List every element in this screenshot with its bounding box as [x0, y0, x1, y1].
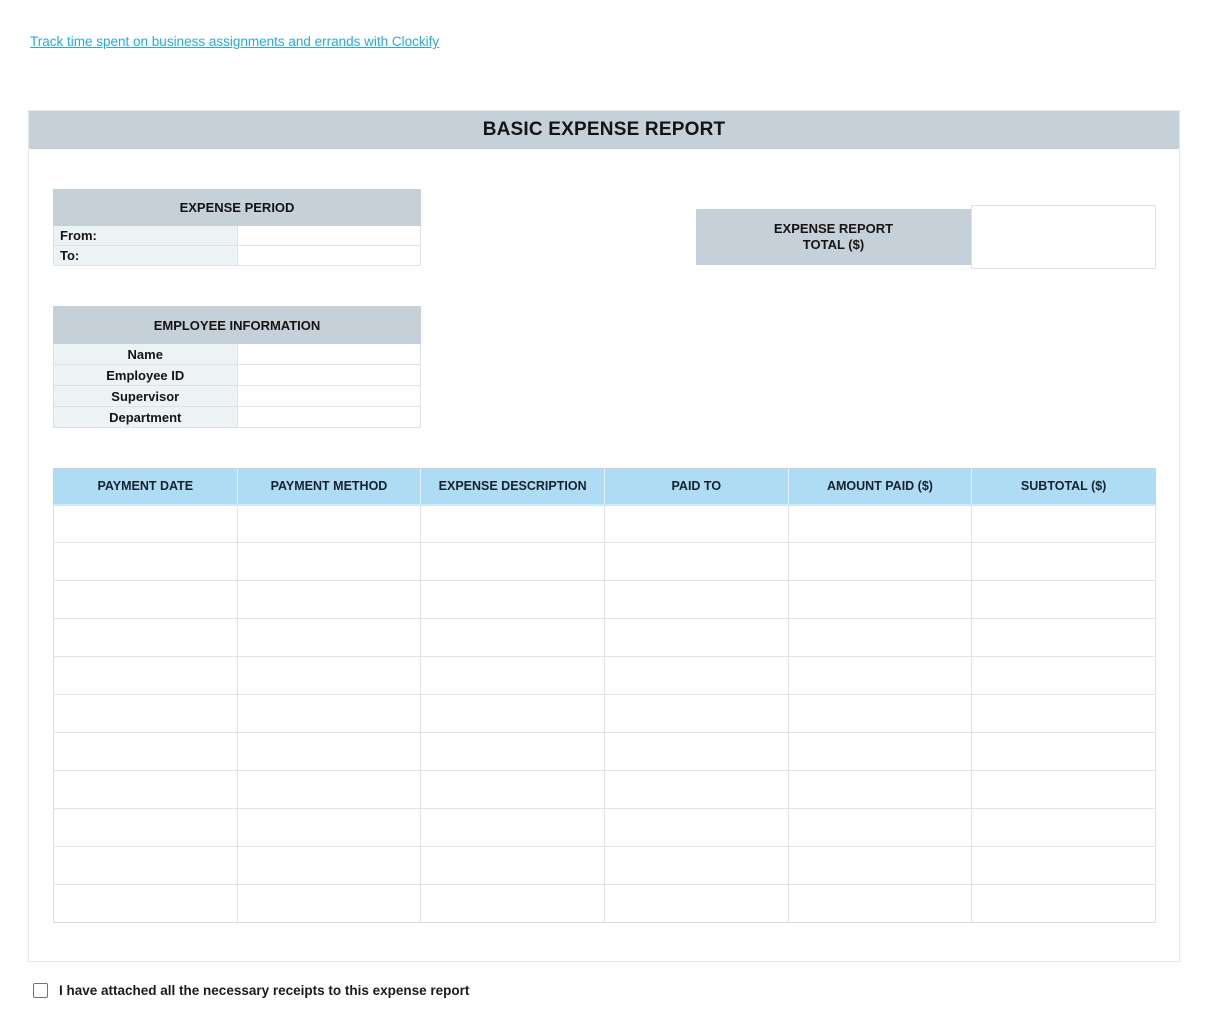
expense-table-cell[interactable]	[972, 771, 1156, 809]
expense-table	[53, 468, 1156, 923]
expense-table-cell[interactable]	[788, 885, 972, 923]
expense-table-cell[interactable]	[54, 581, 238, 619]
expense-table-cell[interactable]	[972, 657, 1156, 695]
expense-table-cell[interactable]	[421, 771, 605, 809]
expense-period-header: EXPENSE PERIOD	[54, 190, 421, 226]
expense-table-cell[interactable]	[237, 771, 421, 809]
expense-table-cell[interactable]	[421, 505, 605, 543]
expense-table-cell[interactable]	[54, 505, 238, 543]
expense-table-body	[54, 505, 1156, 923]
expense-table-row	[54, 657, 1156, 695]
expense-table-cell[interactable]	[788, 505, 972, 543]
expense-table-cell[interactable]	[421, 581, 605, 619]
expense-table-cell[interactable]	[972, 847, 1156, 885]
expense-table-cell[interactable]	[788, 771, 972, 809]
expense-table-cell[interactable]	[54, 543, 238, 581]
expense-table-cell[interactable]	[972, 695, 1156, 733]
expense-table-cell[interactable]	[237, 847, 421, 885]
expense-table-cell[interactable]	[54, 695, 238, 733]
expense-table-row	[54, 505, 1156, 543]
expense-report-total-label	[696, 209, 971, 265]
expense-table-cell[interactable]	[54, 657, 238, 695]
expense-table-cell[interactable]	[788, 543, 972, 581]
expense-table-row	[54, 733, 1156, 771]
employee-info-row	[54, 344, 421, 365]
expense-table-cell[interactable]	[788, 809, 972, 847]
expense-report-card	[28, 110, 1180, 962]
expense-table-row	[54, 695, 1156, 733]
expense-table-cell[interactable]	[788, 657, 972, 695]
employee-id-value-cell[interactable]	[237, 365, 421, 386]
employee-info-row	[54, 407, 421, 428]
expense-report-total-label-line2: TOTAL ($)	[802, 237, 865, 252]
col-expense-description: EXPENSE DESCRIPTION	[421, 469, 605, 505]
expense-table-cell[interactable]	[421, 657, 605, 695]
employee-info-row	[54, 386, 421, 407]
expense-table-cell[interactable]	[604, 619, 788, 657]
expense-period-row	[54, 246, 421, 266]
col-payment-date: PAYMENT DATE	[54, 469, 238, 505]
expense-table-row	[54, 771, 1156, 809]
supervisor-value-cell[interactable]	[237, 386, 421, 407]
receipts-checkbox[interactable]	[33, 983, 48, 998]
employee-info-row	[54, 365, 421, 386]
expense-table-cell[interactable]	[421, 885, 605, 923]
supervisor-label: Supervisor	[54, 386, 238, 407]
expense-table-row	[54, 885, 1156, 923]
receipts-checkbox-label: I have attached all the necessary receipts to this expense report	[59, 983, 470, 998]
expense-table-cell[interactable]	[604, 733, 788, 771]
expense-report-total-value-cell[interactable]	[971, 205, 1156, 269]
expense-table-cell[interactable]	[972, 619, 1156, 657]
col-paid-to: PAID TO	[604, 469, 788, 505]
to-label: To:	[54, 246, 238, 266]
expense-table-cell[interactable]	[237, 543, 421, 581]
expense-table-cell[interactable]	[54, 885, 238, 923]
expense-table-cell[interactable]	[421, 543, 605, 581]
expense-table-cell[interactable]	[604, 809, 788, 847]
expense-table-cell[interactable]	[237, 809, 421, 847]
expense-table-cell[interactable]	[237, 657, 421, 695]
expense-period-table	[53, 189, 421, 266]
expense-table-cell[interactable]	[604, 581, 788, 619]
expense-table-cell[interactable]	[421, 733, 605, 771]
col-payment-method: PAYMENT METHOD	[237, 469, 421, 505]
expense-table-cell[interactable]	[604, 657, 788, 695]
expense-table-row	[54, 581, 1156, 619]
expense-table-cell[interactable]	[604, 847, 788, 885]
receipts-confirmation	[33, 983, 469, 998]
report-title: BASIC EXPENSE REPORT	[482, 119, 726, 140]
expense-table-cell[interactable]	[788, 619, 972, 657]
expense-table-cell[interactable]	[421, 619, 605, 657]
expense-table-cell[interactable]	[237, 581, 421, 619]
expense-table-cell[interactable]	[54, 619, 238, 657]
employee-id-label: Employee ID	[54, 365, 238, 386]
expense-table-cell[interactable]	[421, 809, 605, 847]
department-label: Department	[54, 407, 238, 428]
expense-table-cell[interactable]	[604, 695, 788, 733]
expense-table-cell[interactable]	[54, 847, 238, 885]
col-amount-paid: AMOUNT PAID ($)	[788, 469, 972, 505]
expense-table-cell[interactable]	[604, 771, 788, 809]
expense-table-cell[interactable]	[237, 619, 421, 657]
expense-period-row	[54, 226, 421, 246]
expense-table-cell[interactable]	[237, 885, 421, 923]
expense-table-cell[interactable]	[604, 543, 788, 581]
name-label: Name	[54, 344, 238, 365]
expense-table-cell[interactable]	[972, 543, 1156, 581]
expense-table-cell[interactable]	[421, 695, 605, 733]
from-value-cell[interactable]	[237, 226, 421, 246]
to-value-cell[interactable]	[237, 246, 421, 266]
report-title-bar	[29, 111, 1179, 149]
clockify-link[interactable]: Track time spent on business assignments and errands with Clockify	[30, 34, 440, 49]
expense-table-row	[54, 543, 1156, 581]
expense-table-row	[54, 619, 1156, 657]
expense-table-cell[interactable]	[788, 733, 972, 771]
name-value-cell[interactable]	[237, 344, 421, 365]
expense-table-cell[interactable]	[237, 695, 421, 733]
expense-table-cell[interactable]	[788, 581, 972, 619]
from-label: From:	[54, 226, 238, 246]
expense-table-row	[54, 809, 1156, 847]
expense-report-total-label-line1: EXPENSE REPORT	[773, 220, 894, 236]
employee-information-header: EMPLOYEE INFORMATION	[54, 307, 421, 344]
expense-table-cell[interactable]	[972, 809, 1156, 847]
expense-table-cell[interactable]	[421, 847, 605, 885]
expense-table-cell[interactable]	[972, 733, 1156, 771]
expense-table-cell[interactable]	[54, 809, 238, 847]
expense-table-cell[interactable]	[972, 505, 1156, 543]
expense-table-header-row	[54, 469, 1156, 505]
expense-table-cell[interactable]	[604, 505, 788, 543]
expense-table-cell[interactable]	[54, 733, 238, 771]
expense-table-cell[interactable]	[788, 847, 972, 885]
expense-table-cell[interactable]	[788, 695, 972, 733]
expense-table-cell[interactable]	[237, 505, 421, 543]
col-subtotal: SUBTOTAL ($)	[972, 469, 1156, 505]
expense-table-cell[interactable]	[972, 581, 1156, 619]
expense-table-cell[interactable]	[972, 885, 1156, 923]
expense-table-cell[interactable]	[237, 733, 421, 771]
employee-information-table	[53, 306, 421, 428]
expense-table-cell[interactable]	[604, 885, 788, 923]
expense-table-cell[interactable]	[54, 771, 238, 809]
department-value-cell[interactable]	[237, 407, 421, 428]
expense-table-row	[54, 847, 1156, 885]
